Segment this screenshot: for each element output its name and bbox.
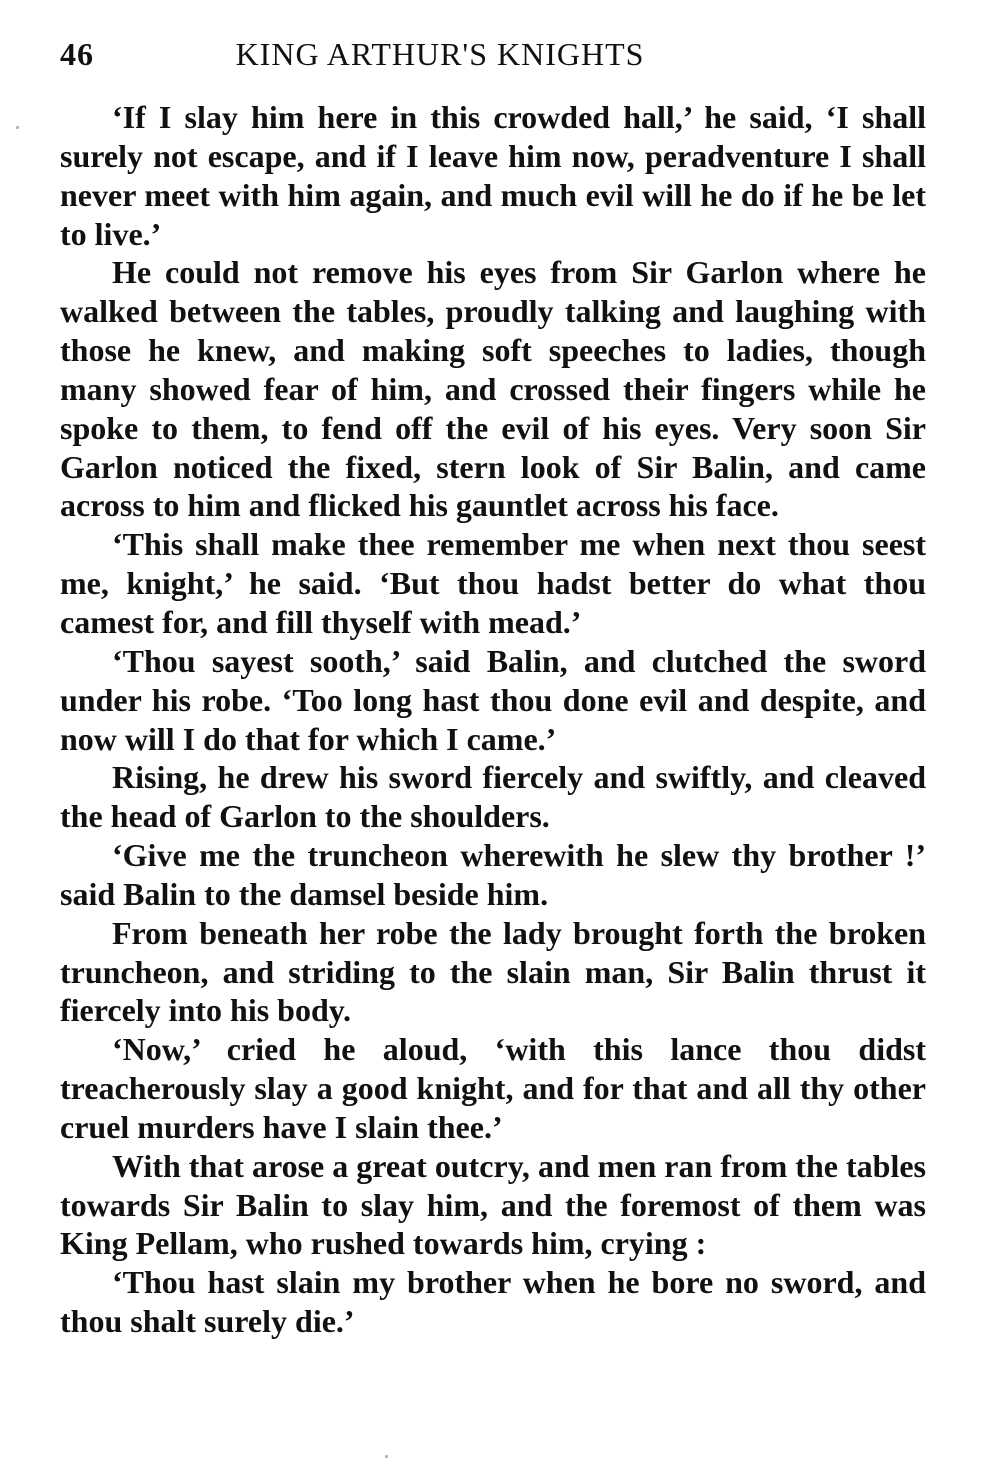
page-number: 46 — [60, 36, 94, 72]
paragraph-9: With that arose a great outcry, and men ran from the tables towards Sir Balin to slay him, and the foremost of them was King Pellam, who rushed towards him, crying : — [60, 1147, 926, 1262]
paragraph-8: ‘Now,’ cried he aloud, ‘with this lance thou didst treacherously slay a good knight, and for that and all thy other cruel murders have I slain thee.’ — [60, 1031, 926, 1145]
paragraph-6: ‘Give me the truncheon wherewith he slew thy brother !’ said Balin to the damsel beside him. — [60, 837, 926, 912]
paragraph-1: ‘If I slay him here in this crowded hall,’ he said, ‘I shall surely not escape, and if I leave him now, peradventure I shall never meet with him again, and much evil will he do if he be let to live.’ — [60, 99, 926, 252]
scan-speck — [385, 1455, 388, 1458]
paragraph-5: Rising, he drew his sword fiercely and swiftly, and cleaved the head of Garlon to the shoulders. — [60, 759, 926, 835]
paragraph-4: ‘Thou sayest sooth,’ said Balin, and clutched the sword under his robe. ‘Too long hast thou done evil and despite, and now will I do that for which I came.’ — [60, 642, 926, 757]
page-header — [60, 36, 930, 84]
paragraph-3: ‘This shall make thee remember me when next thou seest me, knight,’ he said. ‘But thou hadst better do what thou camest for, and fill thyself with mead.’ — [60, 526, 926, 640]
paragraph-10: ‘Thou hast slain my brother when he bore no sword, and thou shalt surely die.’ — [60, 1264, 926, 1340]
body-text — [60, 98, 926, 1341]
scan-speck — [16, 126, 19, 129]
paragraph-2: He could not remove his eyes from Sir Garlon where he walked between the tables, proudly talking and laughing with those he knew, and making soft speeches to ladies, though many showed fear of him, and crossed their fingers while he spoke to them, to fend off the evil of his eyes. Very soon Sir Garlon noticed the fixed, stern look of Sir Balin, and came across to him and flicked his gauntlet across his face. — [60, 254, 926, 524]
running-title: KING ARTHUR'S KNIGHTS — [235, 36, 645, 72]
paragraph-7: From beneath her robe the lady brought forth the broken truncheon, and striding to the slain man, Sir Balin thrust it fiercely into his body. — [60, 914, 926, 1029]
